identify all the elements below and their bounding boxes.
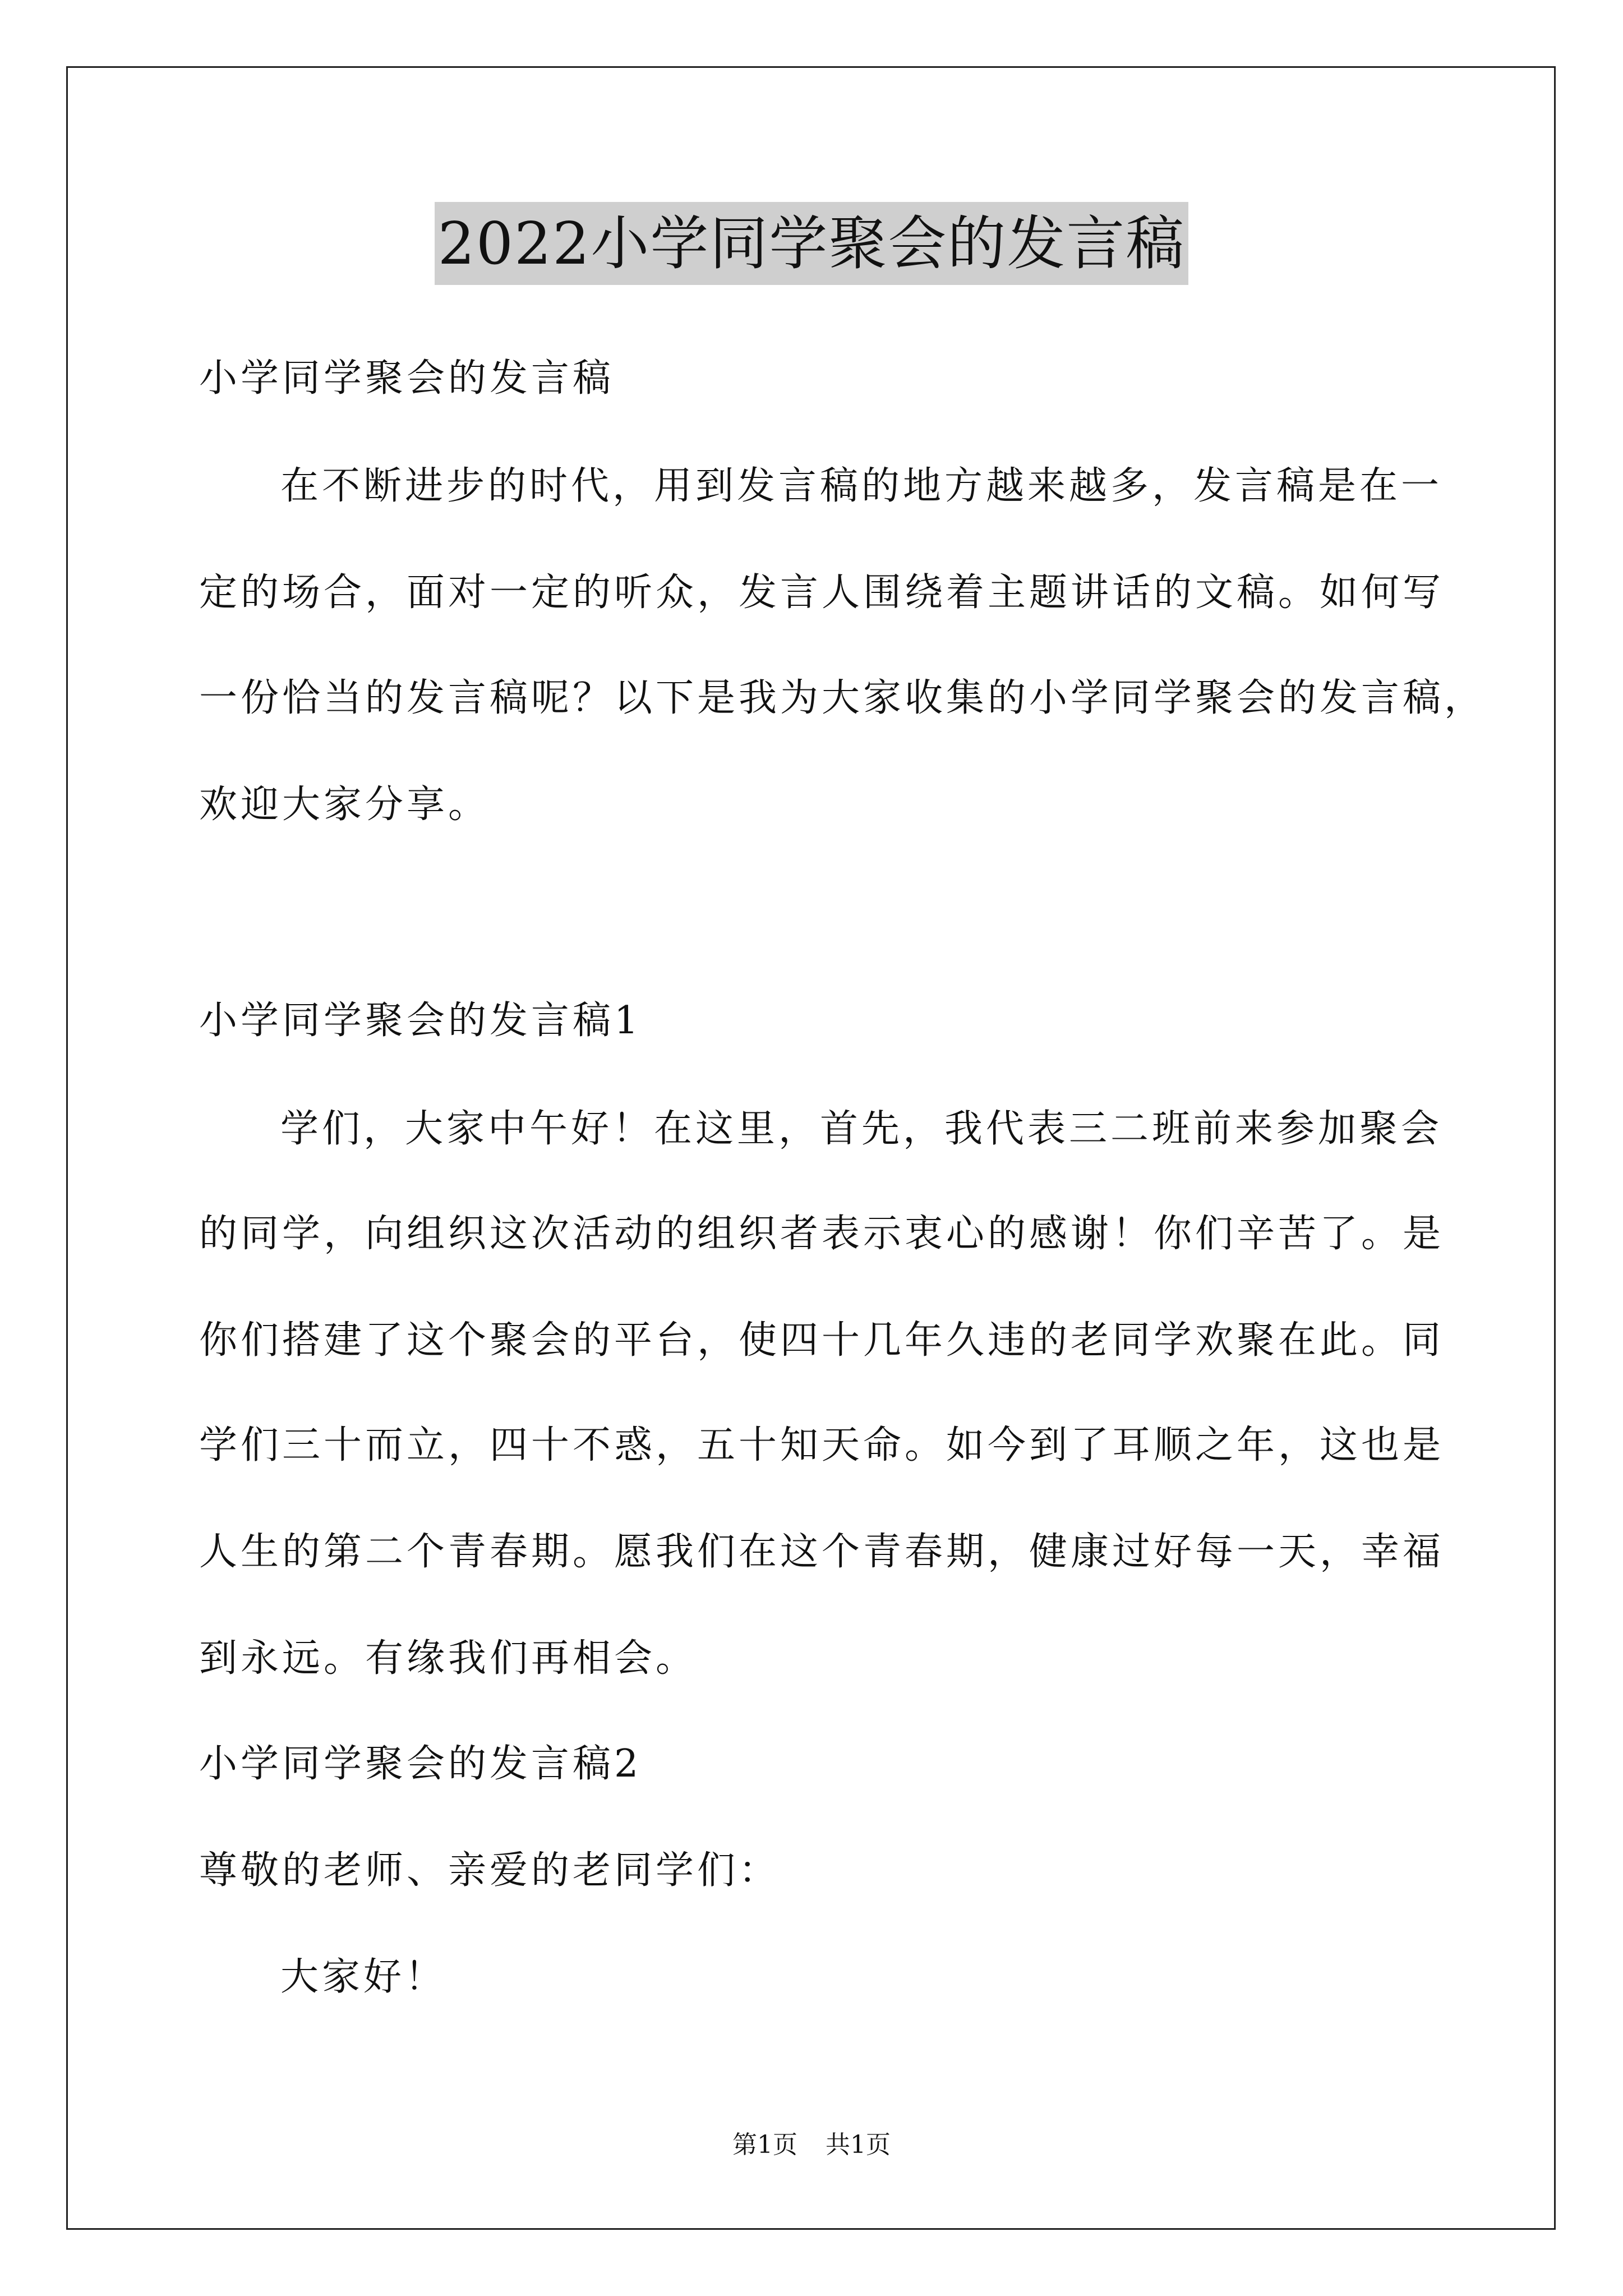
page-number: 第1页 [732, 2131, 797, 2159]
page-footer [0, 2128, 1623, 2162]
section-heading: 小学同学聚会的发言稿1 [199, 999, 642, 1043]
section-heading: 小学同学聚会的发言稿2 [199, 1742, 642, 1786]
paragraph-line: 定的场合，面对一定的听众，发言人围绕着主题讲话的文稿。如何写 [199, 570, 1445, 615]
title-container [0, 202, 1623, 285]
salutation-line: 尊敬的老师、亲爱的老同学们： [199, 1848, 781, 1893]
paragraph-line: 在不断进步的时代，用到发言稿的地方越来越多，发言稿是在一 [280, 464, 1443, 508]
paragraph-line: 到永远。有缘我们再相会。 [199, 1636, 698, 1681]
document-title: 2022小学同学聚会的发言稿 [435, 202, 1189, 285]
paragraph-line: 人生的第二个青春期。愿我们在这个青春期，健康过好每一天，幸福 [199, 1530, 1445, 1574]
greeting-line: 大家好！ [280, 1955, 447, 1999]
paragraph-line: 一份恰当的发言稿呢？以下是我为大家收集的小学同学聚会的发言稿， [199, 676, 1486, 720]
paragraph-line: 你们搭建了这个聚会的平台，使四十几年久违的老同学欢聚在此。同 [199, 1318, 1445, 1363]
paragraph-line: 学们三十而立，四十不惑，五十知天命。如今到了耳顺之年，这也是 [199, 1423, 1445, 1467]
paragraph-line: 的同学，向组织这次活动的组织者表示衷心的感谢！你们辛苦了。是 [199, 1212, 1445, 1256]
section-heading: 小学同学聚会的发言稿 [199, 356, 615, 401]
page-total: 共1页 [826, 2131, 891, 2159]
paragraph-line: 欢迎大家分享。 [199, 783, 490, 827]
paragraph-line: 学们，大家中午好！在这里，首先，我代表三二班前来参加聚会 [280, 1107, 1443, 1151]
